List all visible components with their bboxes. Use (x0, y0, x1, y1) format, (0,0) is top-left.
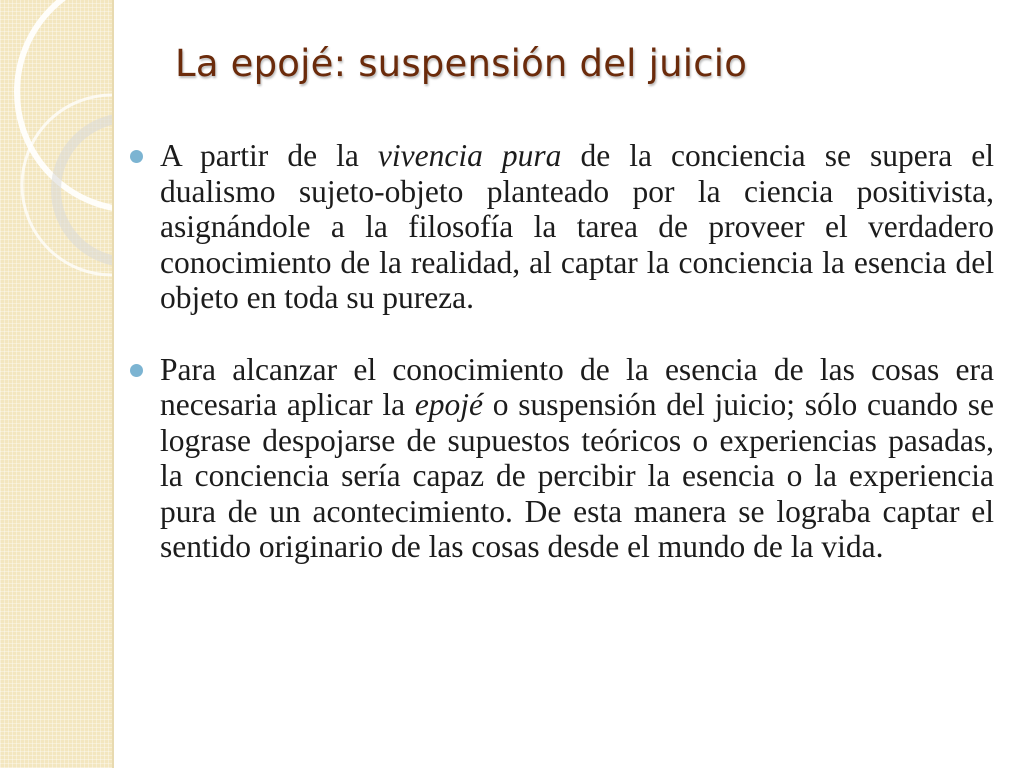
decorative-circles-graphic (0, 0, 114, 320)
bullet-text: A partir de la (160, 138, 378, 173)
bullet-item (160, 138, 994, 316)
bullet-emphasis: vivencia pura (377, 138, 562, 173)
bullet-dot-icon (130, 364, 143, 377)
bullet-emphasis: epojé (414, 387, 484, 422)
decorative-side-band (0, 0, 114, 768)
bullet-text: Para alcanzar el conocimiento de la esencia de las cosas era necesaria aplicar la (160, 351, 994, 422)
bullet-dot-icon (130, 150, 143, 163)
bullet-text: de la conciencia se supera el dualismo sujeto-objeto planteado por la ciencia positivista, asignándole a la filosofía la tarea de proveer el verdadero conocimiento de la realidad, al captar la conciencia la esencia del objeto en toda su pureza. (160, 138, 994, 315)
bullet-list (160, 138, 994, 601)
slide-title: La epojé: suspensión del juicio (175, 42, 748, 85)
bullet-text: o suspensión del juicio; sólo cuando se lograse despojarse de supuestos teóricos o experiencias pasadas, la conciencia sería capaz de percibir la esencia o la experiencia pura de un acontecimiento. De esta manera se lograba captar el sentido originario de las cosas desde el mundo de la vida. (160, 387, 994, 564)
bullet-item (160, 352, 994, 565)
